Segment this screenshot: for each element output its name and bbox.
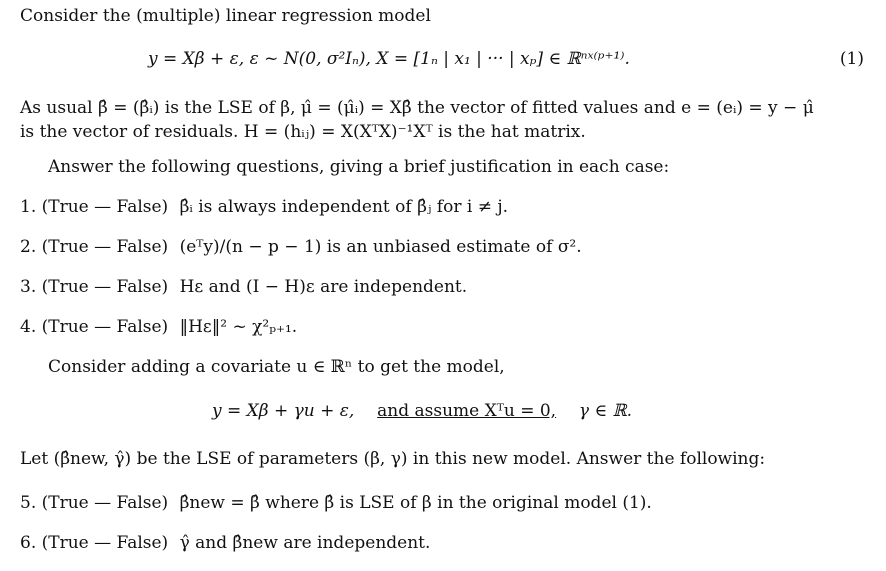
true-false-choice: (True — False) (41, 277, 169, 297)
true-false-choice: (True — False) (41, 237, 169, 257)
question-3 (20, 279, 467, 296)
gamma-domain: γ ∈ ℝ. (578, 401, 632, 421)
question-statement: γ̂ and β̂new are independent. (179, 533, 431, 553)
question-number: 2. (20, 237, 37, 257)
question-6 (20, 535, 430, 552)
question-statement: Hε and (I − H)ε are independent. (179, 277, 468, 297)
question-statement: ‖Hε‖² ~ χ²ₚ₊₁. (179, 317, 298, 337)
question-statement: (eᵀy)/(n − p − 1) is an unbiased estimate of σ². (179, 237, 582, 257)
true-false-choice: (True — False) (41, 197, 169, 217)
definitions-line-2: is the vector of residuals. H = (hᵢⱼ) = X(XᵀX)⁻¹Xᵀ is the hat matrix. (20, 122, 586, 142)
question-number: 4. (20, 317, 37, 337)
orthogonality-assumption: and assume Xᵀu = 0, (377, 401, 557, 421)
question-number: 3. (20, 277, 37, 297)
covariate-text: Consider adding a covariate u ∈ ℝⁿ to get the model, (48, 357, 505, 377)
model-expression: y = Xβ + γu + ε, (212, 401, 355, 421)
question-1 (20, 199, 508, 216)
question-statement: β̂new = β̂ where β̂ is LSE of β in the original model (1). (179, 493, 652, 513)
true-false-choice: (True — False) (41, 317, 169, 337)
question-2 (20, 239, 582, 256)
model-equation: y = Xβ + ε, ε ~ N(0, σ²Iₙ), X = [1ₙ | x₁ | ··· | xₚ] ∈ ℝⁿˣ⁽ᵖ⁺¹⁾. (148, 49, 630, 69)
question-number: 5. (20, 493, 37, 513)
question-4 (20, 319, 297, 336)
true-false-choice: (True — False) (41, 533, 169, 553)
equation-number: (1) (839, 49, 864, 69)
instruction-text: Answer the following questions, giving a brief justification in each case: (48, 157, 670, 177)
intro-text: Consider the (multiple) linear regression model (20, 6, 431, 26)
true-false-choice: (True — False) (41, 493, 169, 513)
question-number: 6. (20, 533, 37, 553)
extended-model-equation (212, 403, 632, 420)
question-statement: β̂ᵢ is always independent of β̂ⱼ for i ≠ j. (179, 197, 509, 217)
question-5 (20, 495, 652, 512)
new-model-text: Let (β̂new, γ̂) be the LSE of parameters (β, γ) in this new model. Answer the following: (20, 449, 766, 469)
definitions-line-1: As usual β̂ = (β̂ᵢ) is the LSE of β, μ̂ = (μ̂ᵢ) = Xβ̂ the vector of fitted values and e = (eᵢ) = y − μ̂ (20, 98, 814, 118)
question-number: 1. (20, 197, 37, 217)
